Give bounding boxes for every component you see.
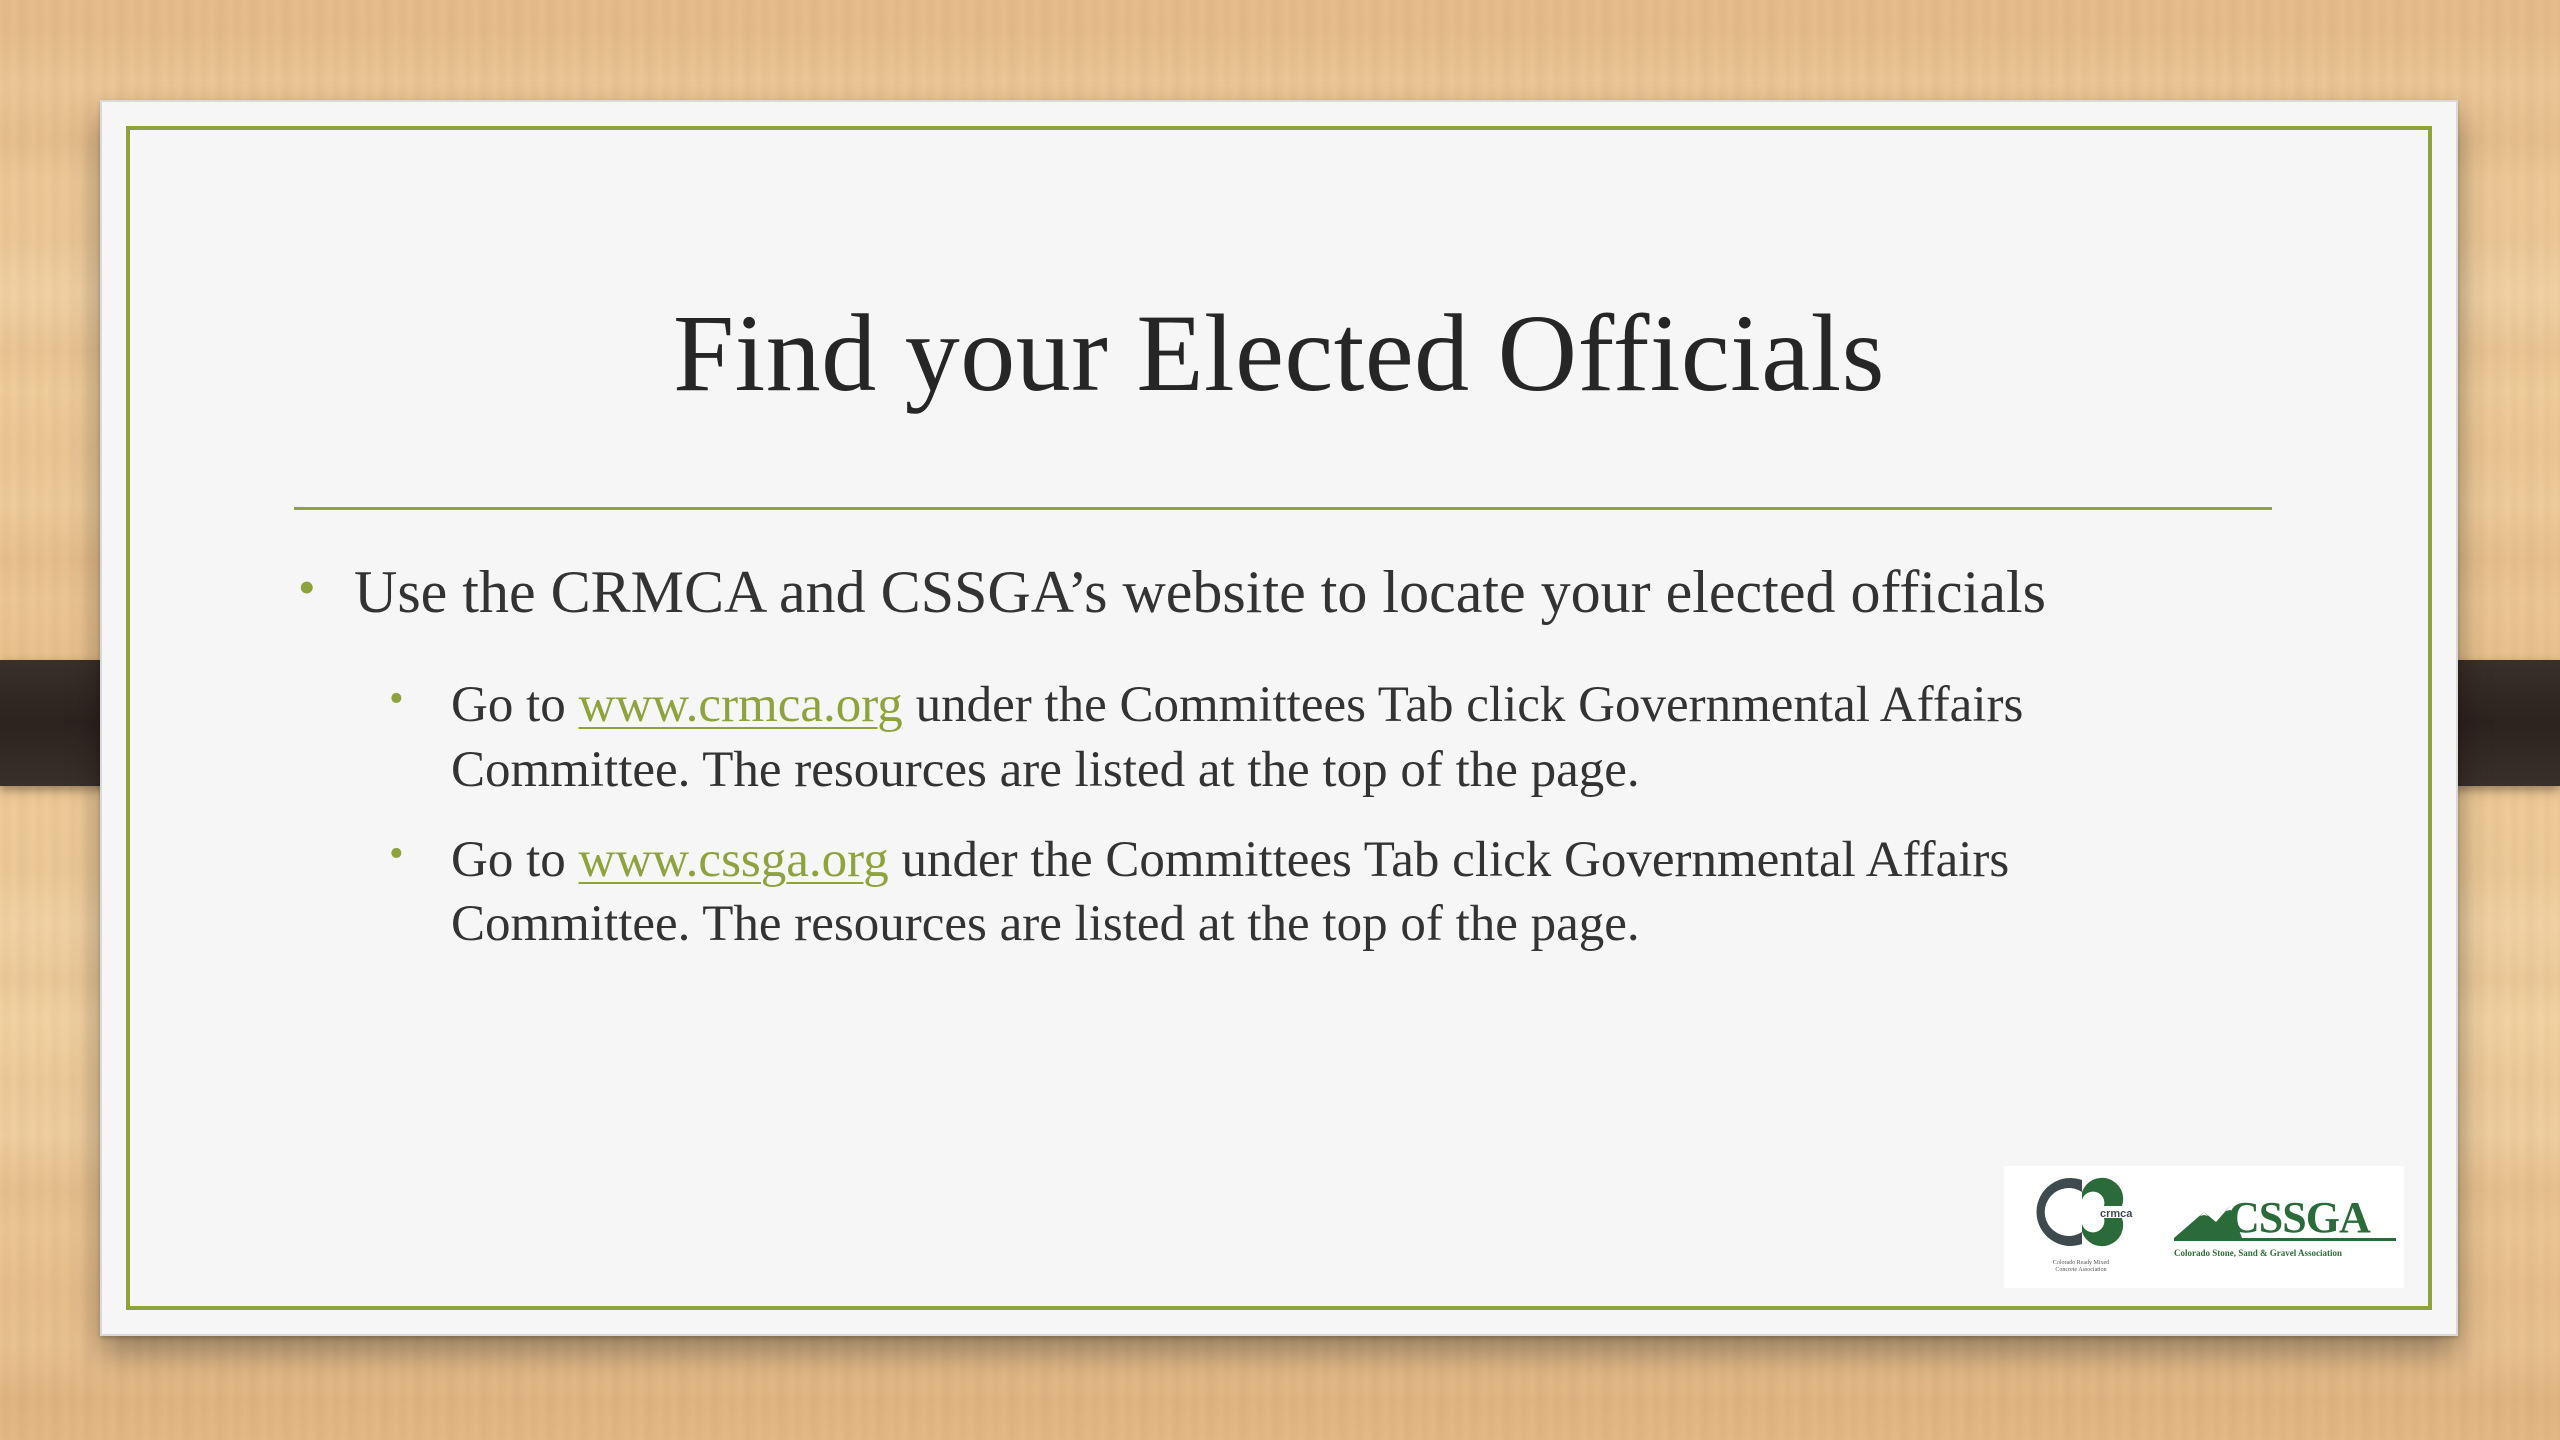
sub-bullet-suffix: under the Committees Tab click Governmental Affairs	[888, 831, 2010, 888]
bullet-dot-icon: •	[298, 559, 316, 615]
cssga-logo-text: CSSGA	[2228, 1193, 2370, 1242]
cssga-logo	[2164, 1166, 2404, 1288]
sub-bullet-suffix-line2: Committee. The resources are listed at the top of the page.	[451, 896, 1640, 953]
sub-bullet-crmca	[389, 673, 2274, 803]
cssga-link[interactable]: www.cssga.org	[578, 831, 889, 888]
sub-bullet-prefix: Go to	[451, 831, 579, 888]
sub-bullet-suffix-line2: Committee. The resources are listed at the top of the page.	[451, 741, 1640, 798]
crmca-logo-subtitle: Colorado Ready Mixed Concrete Association	[2052, 1260, 2110, 1274]
slide-content	[294, 552, 2274, 957]
sub-bullet-suffix: under the Committees Tab click Governmental Affairs	[902, 677, 2024, 733]
bullet-main	[294, 552, 2274, 633]
bullet-main-text: Use the CRMCA and CSSGA’s website to locate your elected officials	[354, 559, 2046, 625]
sub-bullet-cssga	[389, 828, 2274, 958]
title-divider	[294, 507, 2272, 510]
slide-title: Find your Elected Officials	[672, 292, 1885, 414]
slide	[100, 100, 2458, 1336]
sub-bullet-dot-icon: •	[389, 676, 404, 722]
sub-bullet-dot-icon: •	[389, 830, 404, 877]
sub-bullet-prefix: Go to	[451, 677, 579, 733]
cssga-logo-subtitle: Colorado Stone, Sand & Gravel Association	[2174, 1248, 2343, 1258]
svg-text:crmca: crmca	[2100, 1208, 2133, 1220]
crmca-link[interactable]: www.crmca.org	[578, 677, 903, 733]
crmca-logo	[2004, 1166, 2164, 1288]
sponsor-logos	[2004, 1166, 2404, 1288]
